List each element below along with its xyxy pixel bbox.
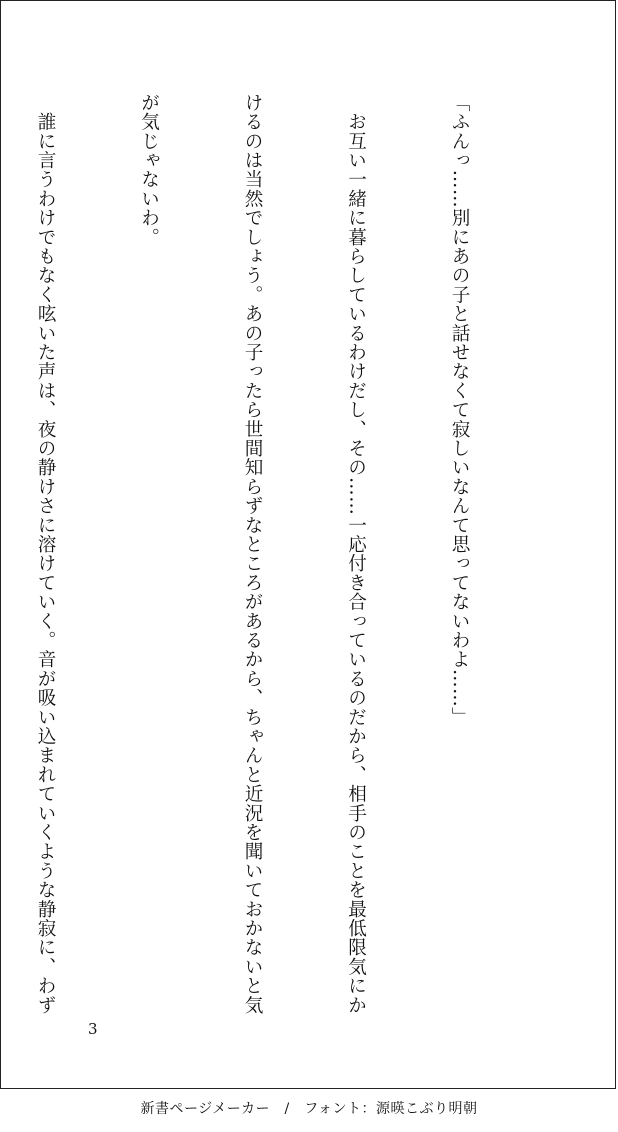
text-line: 「ふんっ……別にあの子と話せなくて寂しいなんて思ってないわよ……」 (449, 93, 470, 727)
text-line: 誰に言うわけでもなく呟いた声は、夜の静けさに溶けていく。音が吸い込まれていくような静寂に、わず (35, 93, 56, 1015)
footer-credit: 新書ページメーカー / フォント：源暎こぶり明朝 (140, 1101, 478, 1117)
text-line: が気じゃないわ。 (138, 93, 160, 247)
page-number: 3 (88, 1020, 98, 1038)
vertical-text-body (0, 93, 545, 1013)
text-line: お互い一緒に暮らしているわけだし、その……一応付き合っているのだから、相手のことを最低限気にか (345, 93, 367, 1015)
text-line: けるのは当然でしょう。あの子ったら世間知らずなところがあるから、ちゃんと近況を聞いておかないと気 (242, 93, 263, 1015)
